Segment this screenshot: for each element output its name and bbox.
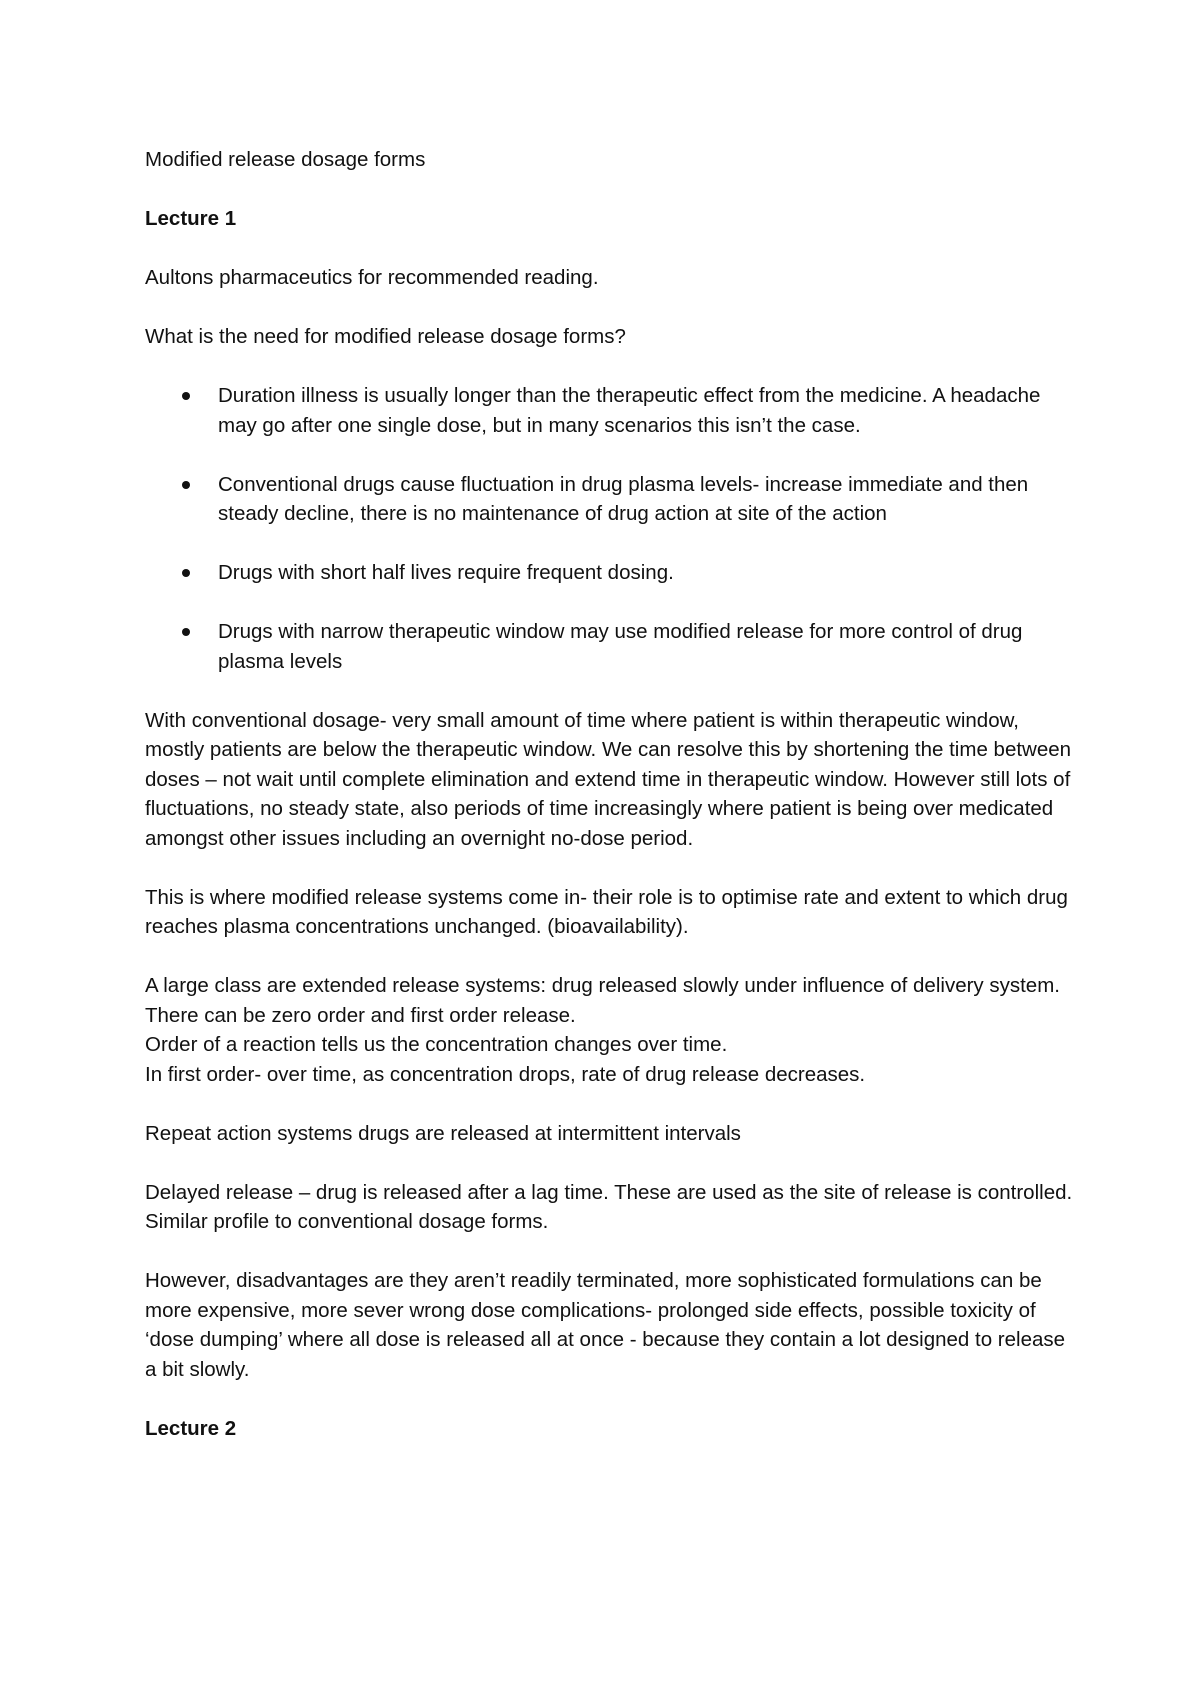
need-question: What is the need for modified release dosage forms?: [145, 325, 626, 348]
list-item-text: Conventional drugs cause fluctuation in drug plasma levels- increase immediate and then steady decline, there is no maintenance of drug action at site of the action: [218, 472, 1029, 525]
bullet-icon: [182, 481, 190, 489]
paragraph-reaction-order: Order of a reaction tells us the concentration changes over time.: [145, 1033, 728, 1056]
list-item: [145, 470, 1075, 529]
document-content: [145, 145, 1075, 1443]
paragraph-modified-release: This is where modified release systems come in- their role is to optimise rate and extent to which drug reaches plasma concentrations unchanged. (bioavailability).: [145, 885, 1068, 938]
paragraph-delayed-release: Delayed release – drug is released after a lag time. These are used as the site of release is controlled. Similar profile to conventional dosage forms.: [145, 1180, 1073, 1233]
reading-note: Aultons pharmaceutics for recommended reading.: [145, 266, 599, 289]
bullet-icon: [182, 628, 190, 636]
paragraph-first-order: In first order- over time, as concentration drops, rate of drug release decreases.: [145, 1062, 866, 1086]
lecture-1-heading: Lecture 1: [145, 207, 237, 230]
document-title: Modified release dosage forms: [145, 148, 426, 171]
paragraph-repeat-action: Repeat action systems drugs are released at intermittent intervals: [145, 1121, 741, 1145]
list-item-text: Drugs with narrow therapeutic window may use modified release for more control of drug plasma levels: [218, 620, 1023, 673]
list-item: [145, 617, 1075, 676]
paragraph-conventional-dosage: With conventional dosage- very small amount of time where patient is within therapeutic window, mostly patients are below the therapeutic window. We can resolve this by shortening the time between doses – not wait until complete elimination and extend time in therapeutic window. However still lots of fluctuations, no steady state, also periods of time increasingly where patient is being over medicated amongst other issues including an overnight no-dose period.: [145, 708, 1072, 850]
lecture-2-heading: Lecture 2: [145, 1416, 237, 1440]
bullet-icon: [182, 569, 190, 577]
list-item-text: Duration illness is usually longer than the therapeutic effect from the medicine. A headache may go after one single dose, but in many scenarios this isn’t the case.: [218, 384, 1041, 437]
list-item: [145, 381, 1075, 440]
list-item-text: Drugs with short half lives require frequent dosing.: [218, 561, 674, 584]
paragraph-extended-release: A large class are extended release systems: drug released slowly under influence of delivery system. There can be zero order and first order release.: [145, 974, 1060, 1027]
paragraph-disadvantages: However, disadvantages are they aren’t readily terminated, more sophisticated formulations can be more expensive, more sever wrong dose complications- prolonged side effects, possible toxicity of ‘dose dumping’ where all dose is released all at once - because they contain a lot designed to release a bit slowly.: [145, 1269, 1066, 1381]
bullet-icon: [182, 392, 190, 400]
list-item: [145, 558, 1075, 588]
need-bullet-list: [145, 381, 1075, 676]
